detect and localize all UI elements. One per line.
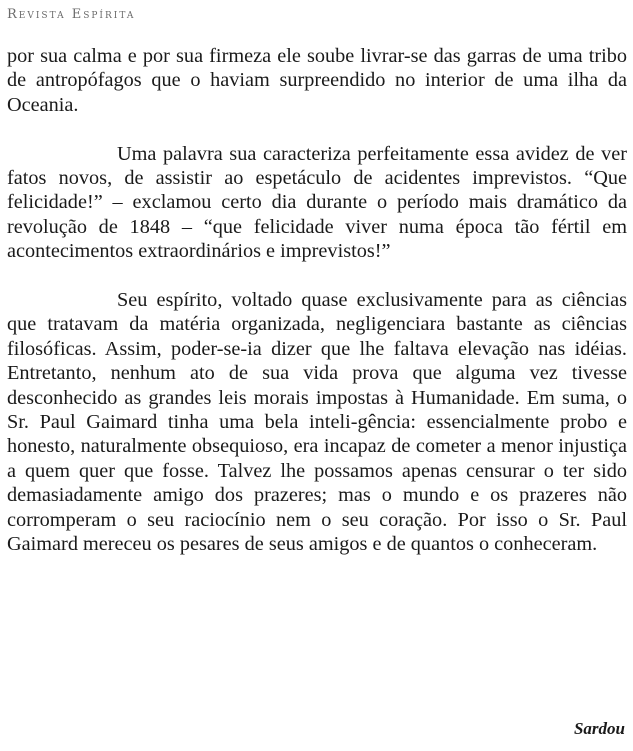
author-signature: Sardou (573, 719, 625, 738)
paragraph: Seu espírito, voltado quase exclusivamente para as ciências que tratavam da matéria organizada, negligenciara bastante as ciências filosóficas. Assim, poder-se-ia dizer que lhe faltava elevação nas idéias. Entretanto, nenhum ato de sua vida prova que alguma vez tivesse desconhecido as grandes leis morais impostas à Humanidade. Em suma, o Sr. Paul Gaimard tinha uma bela inteli-gência: essencialmente probo e honesto, naturalmente obsequioso, era incapaz de cometer a menor injustiça a quem quer que fosse. Talvez lhe possamos apenas censurar o ter sido demasiadamente amigo dos prazeres; mas o mundo e os prazeres não corromperam o seu raciocínio nem o seu coração. Por isso o Sr. Paul Gaimard mereceu os pesares de seus amigos e de quantos o conheceram. (7, 289, 627, 556)
document-page (7, 0, 627, 751)
body-text (7, 44, 627, 557)
paragraph: Uma palavra sua caracteriza perfeitamente essa avidez de ver fatos novos, de assistir ao espetáculo de acidentes imprevistos. “Que felicidade!” – exclamou certo dia durante o período mais dramático da revolução de 1848 – “que felicidade viver numa época tão fértil em acontecimentos extraordinários e imprevistos!” (7, 142, 627, 263)
paragraph-continued: por sua calma e por sua firmeza ele soube livrar-se das garras de uma tribo de antropófagos que o haviam surpreendido no interior de uma ilha da Oceania. (7, 45, 627, 116)
running-header: Revista Espírita (7, 7, 136, 22)
